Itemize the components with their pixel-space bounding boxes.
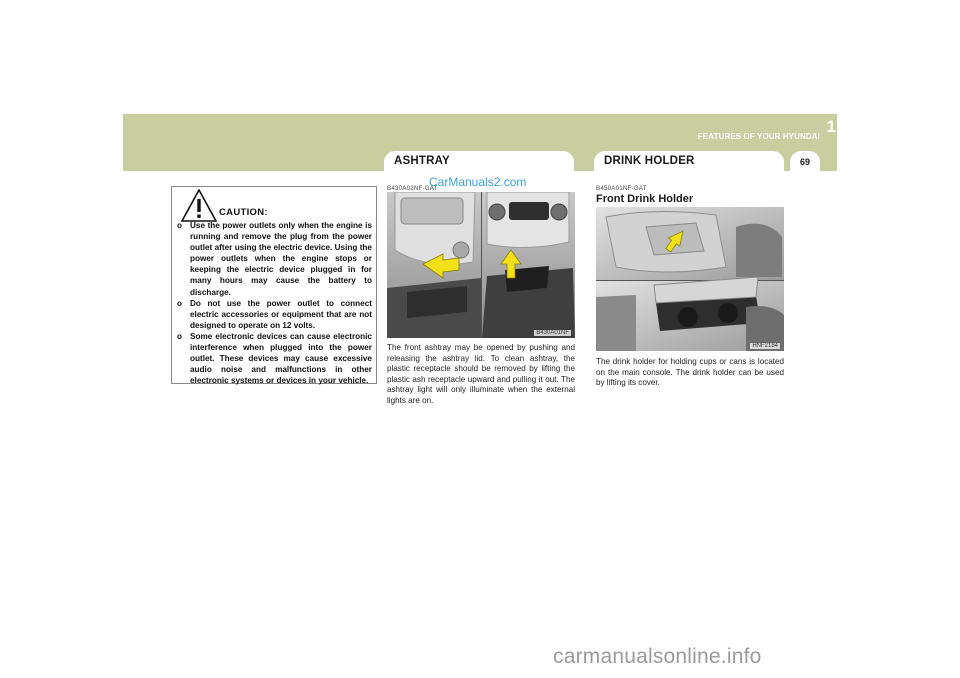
ashtray-section-tab [384,151,574,173]
page-number: 69 [799,157,810,167]
ashtray-illustration [387,192,575,338]
drink-holder-photo [596,207,784,351]
ashtray-code: B430A02NF-GAT [387,185,438,192]
warning-triangle-icon [181,189,217,222]
caution-item-text: Do not use the power outlet to connect electric accessories or equipment that are not designed to operate on 12 volts. [190,298,372,330]
top-watermark: CarManuals2.com [429,175,527,189]
ashtray-image-label: B430A01NF [536,330,569,336]
caution-item-text: Use the power outlets only when the engine is running and remove the plug from the power outlet after using the electric device. Using the power outlets when the engine stops or keeping the electric device plugged in for many hours may cause the battery to discharge. [190,221,372,297]
drink-holder-subtitle: Front Drink Holder [596,193,694,205]
ashtray-body-text: The front ashtray may be opened by pushing and releasing the ashtray lid. To clean ashtray, the plastic receptacle should be removed by lifting the plastic ash receptacle upward and pulling it out. The ashtray light will only illuminate when the external lights are on. [387,343,575,405]
bottom-watermark: carmanualsonline.info [553,645,762,668]
chapter-number: 1 [826,117,836,136]
ashtray-title: ASHTRAY [394,155,450,167]
caution-title: CAUTION: [219,207,268,218]
chapter-label: FEATURES OF YOUR HYUNDAI [697,132,820,141]
drink-holder-image-label: HNF2184 [752,343,778,349]
ashtray-photo [387,192,575,338]
page-number-tab [790,151,820,173]
caution-box [171,186,377,384]
bullet: o [177,331,183,341]
caution-item [176,220,372,298]
caution-item [176,298,372,331]
drink-holder-illustration [596,207,784,351]
drink-holder-title: DRINK HOLDER [604,155,695,167]
caution-item [176,331,372,386]
drink-holder-body-text: The drink holder for holding cups or cans is located on the main console. The drink holder can be used by lifting its cover. [596,357,784,388]
caution-list [176,220,372,386]
bullet: o [177,298,183,308]
drink-holder-section-tab [594,151,784,173]
drink-holder-code: B450A01NF-GAT [596,185,647,192]
bullet: o [177,221,183,230]
caution-item-text: Some electronic devices can cause electronic interference when plugged into the power outlet. These devices may cause excessive audio noise and malfunctions in other electronic systems or devices in your vehicle. [190,331,372,386]
